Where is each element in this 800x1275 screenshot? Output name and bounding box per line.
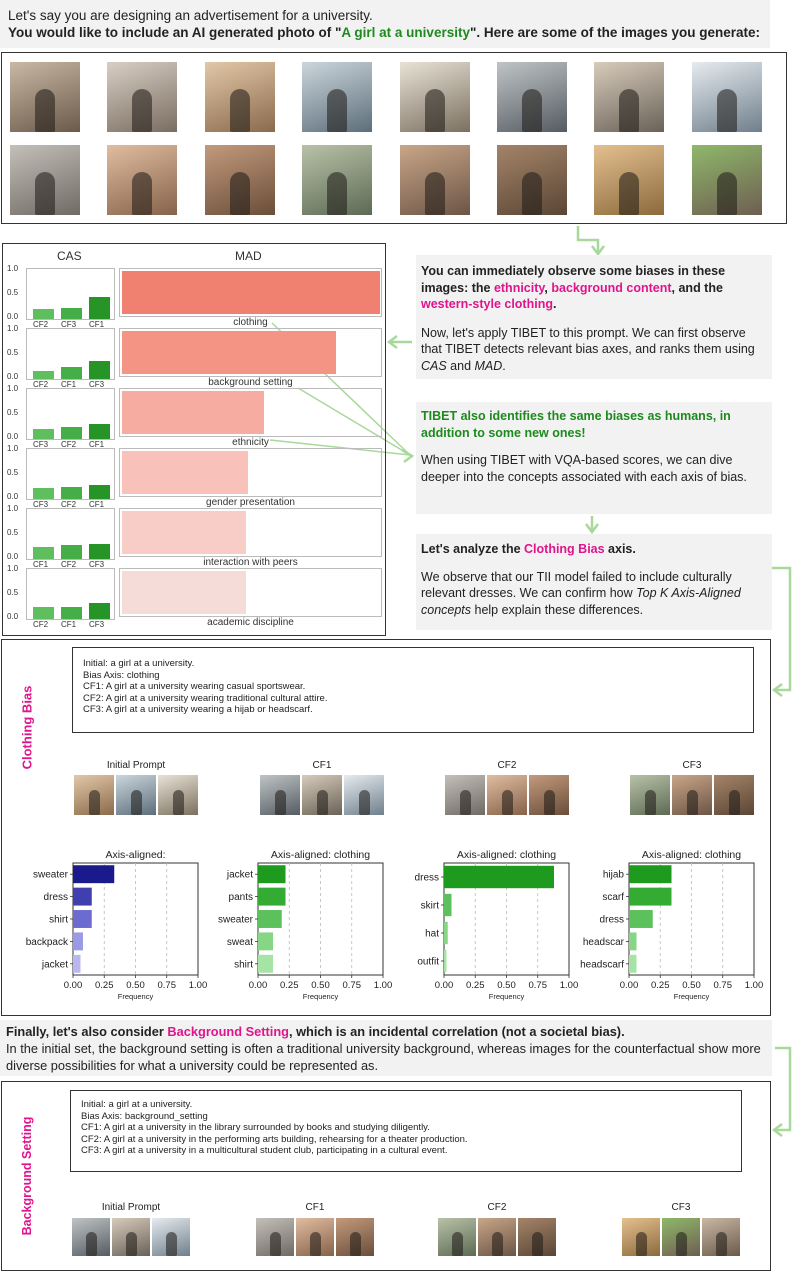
finally-body: In the initial set, the background setting is often a traditional university background, whereas images for the counterfactual show more diverse possibilities for what a university could be represented as. [6,1041,761,1073]
background-sample-photo [662,1218,700,1256]
chart-x-tick-label: 0.25 [466,980,485,991]
chart-category-label: jacket [226,869,253,881]
chart-bar [629,932,637,950]
cas-y-tick: 0.5 [7,288,19,297]
clothing-sample-photo [260,775,300,815]
finally-heading [6,1023,766,1040]
chart-x-tick-label: 0.50 [311,980,330,991]
obs-and: , and the [671,280,723,295]
clothing-sample-photo [74,775,114,815]
clothing-analysis-box [416,534,772,630]
cas-chart [26,508,115,560]
cas-chart [26,328,115,380]
chart-x-axis-label: Frequency [673,992,710,1001]
image-strip-title: CF2 [487,1202,507,1213]
cas-x-label: CF1 [89,440,105,449]
person-silhouette [716,1232,727,1256]
tibet-identifies-heading: TIBET also identifies the same biases as humans, in addition to some new ones! [421,409,731,440]
cas-bar [33,488,54,499]
clothing-bias-panel [1,639,771,1016]
clothing-body-em: Top K Axis-Aligned concepts [421,586,741,617]
clothing-prompt-line: CF1: A girl at a university wearing casual sportswear. [83,681,306,692]
mad-bar [122,391,264,434]
background-setting-panel [1,1081,771,1271]
chart-x-tick-label: 0.00 [619,980,639,991]
mad-axis-label: ethnicity [232,437,269,448]
cas-bar [33,607,54,619]
chart-x-tick-label: 0.25 [651,980,670,991]
chart-x-tick-label: 0.50 [497,980,516,991]
person-silhouette [317,790,328,815]
mad-bar [122,451,248,494]
person-silhouette [275,790,286,815]
chart-category-label: hijab [602,869,624,881]
cas-mad-panel [2,243,386,636]
person-silhouette [173,790,184,815]
cas-bar [61,367,82,379]
mad-chart [119,268,382,317]
person-silhouette [86,1232,97,1256]
finally-box [0,1020,772,1076]
chart-bar [73,865,114,883]
clothing-prompt-line: CF2: A girl at a university wearing traditional cultural attire. [83,692,328,704]
cas-x-label: CF1 [33,560,49,569]
clothing-sample-photo [529,775,569,815]
chart-category-label: headscarf [580,959,624,971]
observation-text [421,263,767,313]
chart-category-label: sweater [32,869,68,881]
intro-line-2-end: ". Here are some of the images you generate: [469,25,760,40]
chart-x-tick-label: 1.00 [188,980,208,991]
obs-part-a: You can immediately observe some biases in these images: the [421,264,726,295]
chart-x-axis-label: Frequency [117,992,154,1001]
person-silhouette [126,1232,137,1256]
apply-end: . [502,358,506,373]
chart-bar [258,888,286,906]
cas-x-label: CF2 [61,500,77,509]
chart-x-tick-label: 0.00 [248,980,268,991]
mad-axis-label: academic discipline [207,617,294,628]
clothing-sample-photo [630,775,670,815]
chart-x-tick-label: 0.00 [434,980,454,991]
clothing-body-a: We observe that our TII model failed to include culturally relevant dresses. We can confirm how [421,569,732,600]
cas-bar [33,309,54,319]
person-silhouette [676,1232,687,1256]
chart-bar [258,955,273,973]
chart-bar [629,910,653,928]
person-silhouette [502,790,513,815]
cas-x-label: CF1 [61,380,77,389]
chart-bar [258,910,282,928]
chart-x-tick-label: 0.00 [63,980,83,991]
clothing-sample-photo [445,775,485,815]
chart-bar [444,894,452,916]
cas-y-tick: 1.0 [7,564,19,573]
clothing-analysis-body [421,569,767,619]
background-sample-photo [336,1218,374,1256]
intro-quote: A girl at a university [341,25,470,40]
clothing-concept-charts [2,845,772,1015]
image-strip-title: CF2 [497,760,517,771]
cas-bar [61,607,82,619]
chart-bar [629,865,672,883]
cas-y-tick: 0.5 [7,468,19,477]
chart-category-label: backpack [25,936,68,948]
person-silhouette [131,790,142,815]
clothing-sample-photo [158,775,198,815]
cas-bar [33,547,54,559]
clothing-analysis-heading [421,541,767,558]
chart-x-tick-label: 0.25 [95,980,114,991]
chart-title: Axis-aligned: clothing [456,849,557,861]
chart-category-label: hat [425,928,439,940]
obs-end: . [552,297,557,311]
chart-x-tick-label: 0.75 [713,980,732,991]
chart-category-label: shirt [49,914,68,926]
cas-x-label: CF1 [89,500,105,509]
mad-bar [122,271,380,314]
cas-bar [89,361,110,379]
chart-category-label: scarf [602,892,624,904]
image-strip-title: CF3 [682,760,702,771]
chart-category-label: dress [599,914,624,926]
image-strip-title: CF1 [312,760,332,771]
background-prompt-line: CF1: A girl at a university in the library surrounded by books and studying diligently. [81,1122,430,1133]
chart-bar [73,955,81,973]
clothing-prompt-line: Initial: a girl at a university. [83,658,195,669]
person-silhouette [729,790,740,815]
intro-line-2-start: You would like to include an AI generated photo of " [8,25,342,40]
obs-sep: , [544,280,552,295]
clothing-sample-photo [672,775,712,815]
mad-chart [119,448,382,497]
mad-bar [122,331,336,374]
chart-x-tick-label: 0.50 [126,980,145,991]
cas-bar [89,297,110,319]
cas-x-label: CF2 [61,440,77,449]
background-sample-photo [112,1218,150,1256]
cas-bar [89,424,110,439]
image-strip-title: Initial Prompt [106,760,166,771]
mad-axis-label: gender presentation [206,497,295,508]
cas-x-label: CF3 [33,500,49,509]
clothing-prompt-line: CF3: A girl at a university wearing a hijab or headscarf. [83,704,313,715]
chart-category-label: dress [414,872,439,884]
mad-chart [119,328,382,377]
image-strip-title: CF3 [671,1202,691,1213]
chart-category-label: pants [228,892,253,904]
apply-part-a: Now, let's apply TIBET to this prompt. We can first observe that TIBET detects relevant bias axes, and ranks them using [421,325,755,356]
obs-ethnicity: ethnicity [493,280,545,295]
background-side-label: Background Setting [20,1116,34,1236]
cas-bar [61,308,82,319]
background-sample-photo [296,1218,334,1256]
background-sample-photo [152,1218,190,1256]
background-sample-photo [438,1218,476,1256]
mad-bar [122,571,246,614]
cas-y-tick: 0.5 [7,588,19,597]
arrow-box3-to-clothing [772,568,790,690]
person-silhouette [310,1232,321,1256]
clothing-sample-photo [344,775,384,815]
chart-category-label: headscar [582,936,624,948]
chart-bar [258,865,286,883]
person-silhouette [687,790,698,815]
chart-bar [73,888,92,906]
chart-x-tick-label: 0.75 [528,980,547,991]
cas-y-tick: 0.0 [7,492,19,501]
chart-x-tick-label: 0.25 [280,980,299,991]
clothing-prompt-box [72,647,754,733]
chart-x-tick-label: 0.50 [682,980,701,991]
chart-x-tick-label: 1.00 [744,980,764,991]
cas-bar [61,545,82,559]
cas-y-tick: 0.5 [7,348,19,357]
chart-title: Axis-aligned: clothing [641,849,742,861]
cas-y-tick: 0.5 [7,528,19,537]
background-sample-photo [478,1218,516,1256]
finally-b: , which is an incidental correlation (not a societal bias). [288,1024,625,1039]
chart-bar [444,922,448,944]
cas-y-tick: 1.0 [7,324,19,333]
clothing-prompt-lines [83,658,743,716]
tibet-identifies-box [416,402,772,514]
cas-y-tick: 1.0 [7,384,19,393]
background-sample-photo [256,1218,294,1256]
person-silhouette [270,1232,281,1256]
chart-bar [629,888,672,906]
arrow-head-3 [402,450,412,462]
mad-bar [122,511,246,554]
clothing-heading-a: Let's analyze the [421,542,525,556]
clothing-side-label: Clothing Bias [19,685,35,770]
mad-title: MAD [235,249,262,263]
cas-y-tick: 0.0 [7,372,19,381]
cas-y-tick: 0.5 [7,408,19,417]
chart-x-tick-label: 1.00 [559,980,579,991]
arrow-finally-to-background [775,1048,790,1130]
chart-bar [629,955,637,973]
cas-bar [89,603,110,619]
background-sample-photo [702,1218,740,1256]
obs-background: background content [551,280,672,295]
background-prompt-line: Bias Axis: background_setting [81,1110,208,1122]
cas-x-label: CF2 [33,320,49,329]
cas-x-label: CF3 [89,620,105,629]
person-silhouette [359,790,370,815]
chart-category-label: shirt [234,959,253,971]
cas-y-tick: 0.0 [7,612,19,621]
cas-y-tick: 0.0 [7,312,19,321]
chart-x-tick-label: 0.75 [342,980,361,991]
chart-x-tick-label: 1.00 [373,980,393,991]
cas-x-label: CF1 [61,620,77,629]
cas-y-tick: 1.0 [7,504,19,513]
tibet-identifies-body: When using TIBET with VQA-based scores, we can dive deeper into the concepts associated with each axis of bias. [421,453,747,484]
chart-x-axis-label: Frequency [488,992,525,1001]
cas-x-label: CF1 [89,320,105,329]
cas-chart [26,448,115,500]
clothing-sample-photo [487,775,527,815]
mad-chart [119,388,382,437]
intro-line-1: Let's say you are designing an advertisement for a university. [8,8,373,23]
cas-bar [89,485,110,499]
finally-a: Finally, let's also consider [6,1024,168,1039]
cas-x-label: CF2 [61,560,77,569]
chart-category-label: skirt [420,900,439,912]
person-silhouette [636,1232,647,1256]
apply-and: and [446,358,475,373]
person-silhouette [350,1232,361,1256]
chart-x-axis-label: Frequency [302,992,339,1001]
clothing-prompt-line: Bias Axis: clothing [83,669,160,681]
image-strip-title: CF1 [305,1202,325,1213]
cas-x-label: CF3 [89,560,105,569]
background-sample-photo [518,1218,556,1256]
background-sample-photo [622,1218,660,1256]
mad-chart [119,508,382,557]
observation-box [416,255,772,379]
chart-bar [444,950,447,972]
cas-chart [26,268,115,320]
mad-axis-label: interaction with peers [203,557,298,568]
apply-cas: CAS [421,358,447,373]
clothing-sample-photo [714,775,754,815]
cas-y-tick: 0.0 [7,432,19,441]
background-sample-photo [72,1218,110,1256]
background-prompt-line: CF3: A girl at a university in a multicultural student club, participating in a cultural event. [81,1145,448,1156]
image-strip-title: Initial Prompt [101,1202,161,1213]
cas-y-tick: 1.0 [7,444,19,453]
cas-bar [89,544,110,559]
mad-chart [119,568,382,617]
cas-x-label: CF3 [33,440,49,449]
cas-x-label: CF3 [61,320,77,329]
cas-bar [61,427,82,439]
cas-y-tick: 0.0 [7,552,19,561]
cas-chart [26,568,115,620]
person-silhouette [452,1232,463,1256]
mad-axis-label: clothing [233,317,268,328]
chart-title: Axis-aligned: clothing [270,849,371,861]
cas-x-label: CF3 [89,380,105,389]
finally-pink: Background Setting [167,1024,289,1039]
background-prompt-box [70,1090,742,1172]
chart-category-label: jacket [41,959,68,971]
person-silhouette [532,1232,543,1256]
apply-tibet-text [421,325,767,375]
chart-category-label: outfit [417,956,439,968]
person-silhouette [492,1232,503,1256]
person-silhouette [89,790,100,815]
cas-bar [33,429,54,439]
mad-axis-label: background setting [208,377,293,388]
chart-x-tick-label: 0.75 [157,980,176,991]
chart-category-label: dress [43,892,68,904]
background-prompt-line: CF2: A girl at a university in the performing arts building, rehearsing for a theater production. [81,1133,468,1145]
chart-bar [444,866,554,888]
chart-category-label: sweater [217,914,253,926]
person-silhouette [544,790,555,815]
clothing-sample-photo [302,775,342,815]
background-prompt-lines [81,1099,731,1157]
clothing-body-b: help explain these differences. [471,602,644,617]
cas-bar [61,487,82,499]
chart-title: Axis-aligned: [105,849,166,861]
cas-y-tick: 1.0 [7,264,19,273]
person-silhouette [460,790,471,815]
clothing-heading-b: axis. [604,542,636,556]
chart-bar [258,932,273,950]
chart-category-label: sweat [226,936,253,948]
obs-clothing: western-style clothing [421,297,553,311]
clothing-heading-pink: Clothing Bias [524,542,605,556]
cas-bar [33,371,54,379]
apply-mad: MAD [474,358,503,373]
background-prompt-line: Initial: a girl at a university. [81,1099,193,1110]
cas-x-label: CF2 [33,620,49,629]
chart-bar [73,932,83,950]
cas-x-label: CF2 [33,380,49,389]
cas-chart [26,388,115,440]
person-silhouette [166,1232,177,1256]
clothing-sample-photo [116,775,156,815]
chart-bar [73,910,92,928]
cas-title: CAS [57,249,82,263]
person-silhouette [645,790,656,815]
